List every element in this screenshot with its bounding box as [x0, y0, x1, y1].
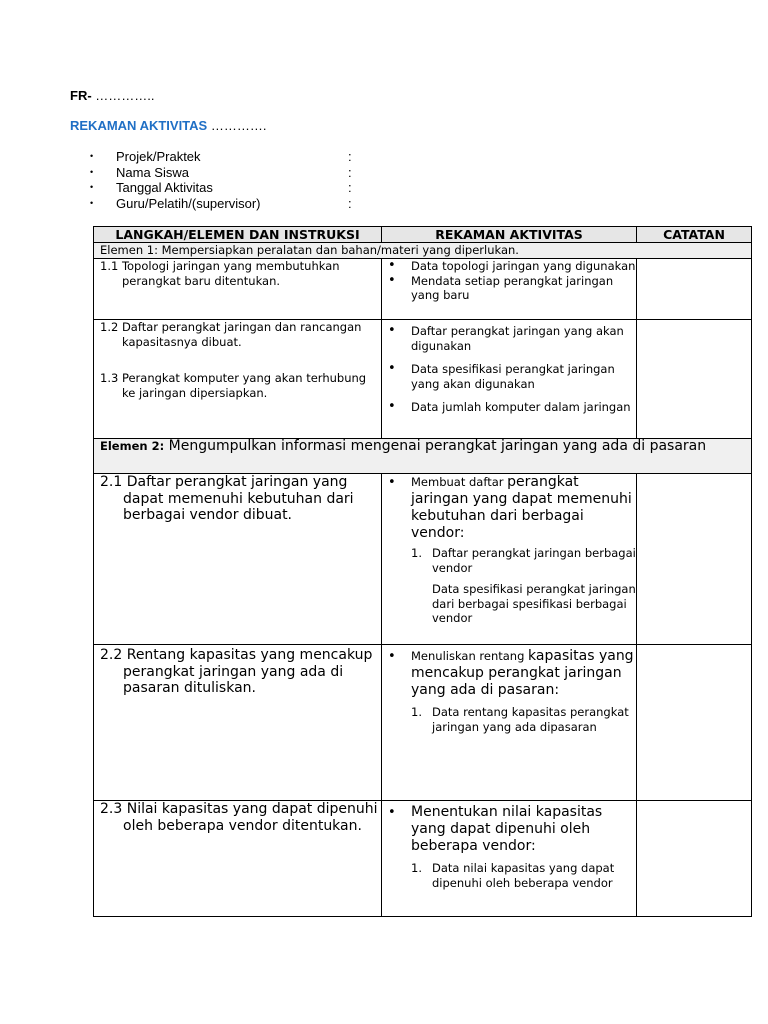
form-code-dots: …………..	[91, 88, 155, 103]
step-cell	[94, 259, 382, 320]
field-label: Tanggal Aktivitas	[116, 180, 213, 195]
field-projek	[90, 149, 360, 165]
notes-cell[interactable]	[637, 645, 752, 801]
table-row	[94, 259, 752, 320]
step-cell	[94, 474, 382, 645]
activity-table	[93, 226, 752, 917]
col-header-langkah: LANGKAH/ELEMEN DAN INSTRUKSI	[94, 227, 382, 243]
field-nama-siswa	[90, 165, 360, 181]
step-2-2: 2.2 Rentang kapasitas yang mencakup perangkat jaringan yang ada di pasaran dituliskan.	[100, 647, 373, 696]
bullet-icon: •	[388, 805, 396, 820]
table-header-row	[94, 227, 752, 243]
elemen-2-label: Elemen 2:	[100, 439, 165, 453]
field-label: Projek/Praktek	[116, 149, 201, 164]
bullet-icon: •	[90, 197, 94, 208]
list-item: Data spesifikasi perangkat jaringan dari berbagai spesifikasi berbagai vendor	[432, 582, 636, 625]
field-colon: :	[348, 149, 352, 164]
elemen-1-heading: Elemen 1: Mempersiapkan peralatan dan bahan/materi yang diperlukan.	[94, 243, 752, 259]
step-cell	[94, 801, 382, 917]
notes-cell[interactable]	[637, 474, 752, 645]
bullet-icon: •	[90, 182, 94, 192]
notes-cell[interactable]	[637, 320, 752, 439]
step-cell	[94, 320, 382, 439]
notes-cell[interactable]	[637, 259, 752, 320]
field-colon: :	[348, 180, 352, 195]
elemen-1-row	[94, 243, 752, 259]
step-2-1: 2.1 Daftar perangkat jaringan yang dapat memenuhi kebutuhan dari berbagai vendor dibuat.	[100, 474, 354, 523]
col-header-rekaman: REKAMAN AKTIVITAS	[382, 227, 637, 243]
list-item: 1. Daftar perangkat jaringan berbagai vendor	[411, 546, 636, 575]
list-item: • Menentukan nilai kapasitas yang dapat dipenuhi oleh beberapa vendor:	[388, 804, 603, 854]
table-row	[94, 801, 752, 917]
list-item: • Data topologi jaringan yang digunakan	[388, 258, 636, 273]
bullet-icon: •	[388, 475, 396, 490]
field-label: Nama Siswa	[116, 164, 189, 180]
record-title-label: REKAMAN AKTIVITAS	[70, 118, 208, 133]
elemen-2-heading	[94, 439, 752, 474]
field-guru	[90, 196, 360, 212]
bullet-icon: •	[90, 166, 94, 177]
bullet-icon: •	[388, 323, 396, 338]
list-item: • Mendata setiap perangkat jaringan yang baru	[388, 272, 614, 302]
col-header-catatan: CATATAN	[637, 227, 752, 243]
record-cell	[382, 801, 637, 917]
bullet-icon: •	[388, 258, 396, 273]
bullet-icon: •	[388, 649, 396, 664]
field-colon: :	[348, 195, 352, 211]
step-1-2: 1.2 Daftar perangkat jaringan dan rancangan kapasitasnya dibuat.	[100, 320, 362, 349]
list-item: • Data spesifikasi perangkat jaringan yang akan digunakan	[388, 361, 615, 391]
record-title	[70, 118, 266, 133]
table-row	[94, 645, 752, 801]
step-1-3: 1.3 Perangkat komputer yang akan terhubung ke jaringan dipersiapkan.	[100, 371, 367, 400]
record-cell	[382, 259, 637, 320]
record-cell	[382, 645, 637, 801]
bullet-icon: •	[388, 361, 396, 376]
form-code	[70, 88, 155, 103]
field-tanggal	[90, 180, 360, 196]
form-code-label: FR-	[70, 88, 92, 103]
list-item: • Data jumlah komputer dalam jaringan	[388, 399, 631, 414]
table-row	[94, 474, 752, 645]
step-2-3: 2.3 Nilai kapasitas yang dapat dipenuhi oleh beberapa vendor ditentukan.	[100, 801, 378, 834]
elemen-2-row	[94, 439, 752, 474]
record-title-dots: ………….	[207, 118, 267, 133]
notes-cell[interactable]	[637, 801, 752, 917]
list-item: 1. Data rentang kapasitas perangkat jaringan yang ada dipasaran	[411, 705, 629, 734]
record-cell	[382, 320, 637, 439]
step-1-1: 1.1 Topologi jaringan yang membutuhkan perangkat baru ditentukan.	[100, 259, 340, 288]
step-cell	[94, 645, 382, 801]
bullet-icon: •	[388, 399, 396, 414]
bullet-icon: •	[388, 272, 396, 288]
record-cell	[382, 474, 637, 645]
field-colon: :	[348, 164, 352, 180]
bullet-icon: •	[90, 151, 94, 161]
elemen-2-text: Mengumpulkan informasi mengenai perangkat jaringan yang ada di pasaran	[164, 438, 707, 454]
list-item: • Daftar perangkat jaringan yang akan digunakan	[388, 323, 624, 353]
list-item: • Menuliskan rentang kapasitas yang mencakup perangkat jaringan yang ada di pasaran:	[388, 648, 634, 698]
list-item: • Membuat daftar perangkat jaringan yang dapat memenuhi kebutuhan dari berbagai vendor:	[388, 474, 632, 541]
table-row	[94, 320, 752, 439]
field-label: Guru/Pelatih/(supervisor)	[116, 195, 261, 211]
info-fields	[90, 149, 360, 211]
list-item: 1. Data nilai kapasitas yang dapat dipenuhi oleh beberapa vendor	[411, 861, 615, 890]
